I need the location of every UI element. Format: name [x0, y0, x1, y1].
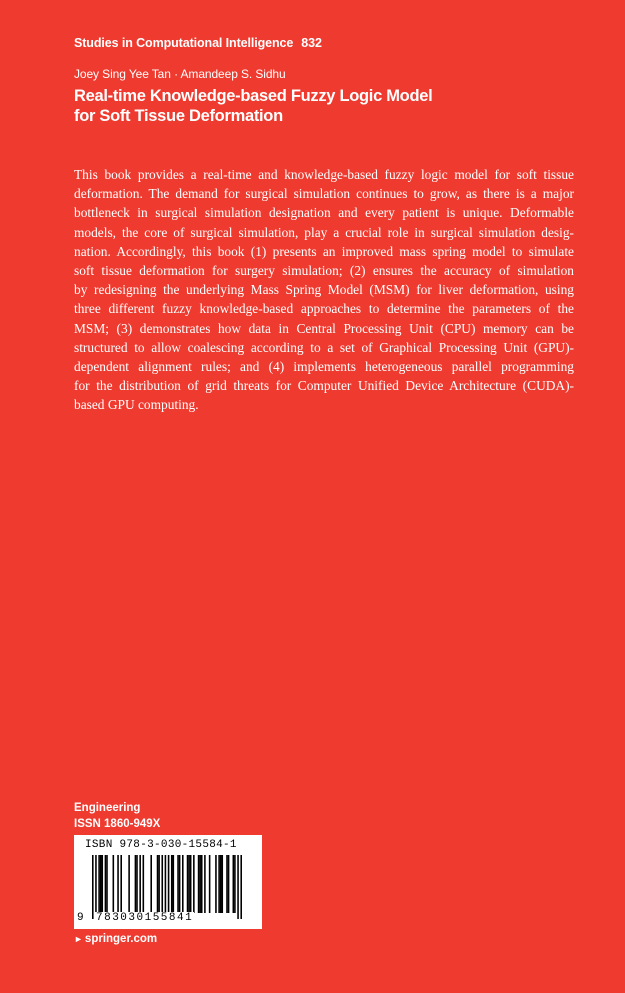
subject-category: Engineering [74, 802, 141, 814]
authors: Joey Sing Yee Tan · Amandeep S. Sidhu [74, 67, 286, 81]
barcode-bar [98, 855, 100, 913]
barcode-bar [218, 855, 220, 913]
barcode-bar [177, 855, 179, 913]
barcode-bar [190, 855, 192, 913]
barcode-bar [120, 855, 122, 913]
barcode-bar [117, 855, 119, 913]
barcode-bar [188, 855, 190, 913]
barcode-bar [201, 855, 203, 913]
barcode-bar [179, 855, 181, 913]
barcode-bar [233, 855, 235, 913]
barcode-bar [204, 855, 206, 913]
description-line: This book provides a real-time and knowledge-based fuzzy logic model for soft tissue [74, 167, 574, 182]
series-name: Studies in Computational Intelligence [74, 36, 294, 50]
barcode-bar [226, 855, 228, 913]
barcode-bar [139, 855, 141, 913]
book-title [74, 86, 554, 126]
isbn-barcode-box [74, 835, 262, 929]
barcode-bar [161, 855, 163, 913]
barcode-bar [182, 855, 184, 913]
barcode-bar [220, 855, 222, 913]
description-line: nation. Accordingly, this book (1) presents an improved mass spring model to simulate [74, 243, 574, 259]
issn: ISSN 1860-949X [74, 818, 161, 830]
isbn-label: ISBN 978-3-030-15584-1 [85, 839, 237, 851]
description-line: structured to allow coalescing according to a set of Graphical Processing Unit (GPU)- [74, 339, 574, 355]
publisher-website[interactable] [74, 933, 157, 945]
description-line: bottleneck in surgical simulation designation and every patient is unique. Deformable [74, 205, 574, 221]
description-line: by redesigning the underlying Mass Spring Model (MSM) for liver deformation, using [74, 282, 574, 298]
barcode-bar [105, 855, 107, 913]
barcode-bar [92, 855, 94, 919]
barcode-bar [173, 855, 175, 913]
barcode-bar [95, 855, 97, 919]
barcode-digits: 783030155841 [96, 912, 194, 924]
description-line: deformation. The demand for surgical simulation continues to grow, as there is a major [74, 186, 574, 202]
barcode-bar [228, 855, 230, 913]
description-line: models, the core of surgical simulation, play a crucial role in surgical simulation desig- [74, 224, 574, 240]
website-label: springer.com [84, 933, 158, 945]
barcode-bar [198, 855, 200, 913]
series-line [74, 36, 322, 50]
barcode-bar [187, 855, 189, 913]
description-line: based GPU computing. [74, 397, 199, 413]
barcode-bar [128, 855, 130, 913]
description-line: soft tissue deformation for surgery simulation; (2) ensures the accuracy of simulation [74, 263, 574, 279]
barcode-bar [143, 855, 145, 913]
barcode-bar [113, 855, 115, 913]
book-description [74, 165, 574, 415]
title-line: for Soft Tissue Deformation [74, 107, 283, 125]
barcode-first-digit: 9 [77, 912, 84, 924]
description-line: three different fuzzy knowledge-based approaches to determine the parameters of the [74, 301, 574, 317]
description-line: for the distribution of grid threats for Computer Unified Device Architecture (CUDA)- [74, 378, 574, 394]
series-number: 832 [301, 36, 322, 50]
barcode-bar [237, 855, 239, 919]
barcode-bar [158, 855, 160, 913]
barcode-bar [106, 855, 108, 913]
barcode-bar [240, 855, 242, 919]
description-line: dependent alignment rules; and (4) implements heterogeneous parallel programming [74, 359, 574, 375]
arrow-icon: ► [74, 934, 83, 944]
barcode-image [92, 855, 242, 919]
barcode-bar [209, 855, 211, 913]
barcode-bar [135, 855, 137, 913]
title-line: Real-time Knowledge-based Fuzzy Logic Model [74, 87, 433, 105]
barcode-bar [157, 855, 159, 913]
barcode-bar [193, 855, 195, 913]
barcode-bar [171, 855, 173, 913]
barcode-bar [234, 855, 236, 913]
barcode-bar [100, 855, 102, 913]
barcode-bar [221, 855, 223, 913]
barcode-bar [136, 855, 138, 913]
barcode-bar [199, 855, 201, 913]
subject-block [74, 800, 160, 832]
barcode-bar [150, 855, 152, 913]
description-line: MSM; (3) demonstrates how data in Central Processing Unit (CPU) memory can be [74, 320, 574, 336]
barcode-bar [101, 855, 103, 913]
barcode-bar [168, 855, 170, 919]
barcode-bar [165, 855, 167, 919]
barcode-bar [215, 855, 217, 913]
